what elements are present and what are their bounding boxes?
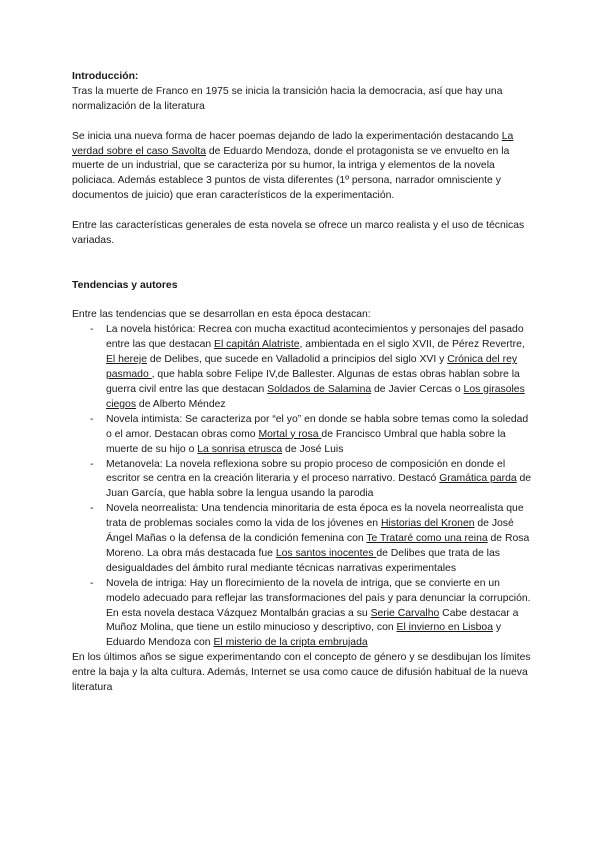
book-title: Gramática parda [439,473,517,485]
list-item-historical: - La novela histórica: Recrea con mucha exactitud acontecimientos y personajes del pasado entre las que destacan El capitán Alatriste, ambientada en el siglo XVII, de Pérez Revertre, El hereje de Delibes, que sucede en Valladolid a principios del siglo XVI y Crónica del rey pasmado , que habla sobre Felipe IV,de Ballester. Algunas de estas obras hablan sobre la guerra civil entre las que destacan Soldados de Salamina de Javier Cercas o Los girasoles ciegos de Alberto Méndez [106,323,534,412]
book-title: La verdad sobre el caso Savolta [72,130,514,157]
intro-paragraph-3: Entre las características generales de esta novela se ofrece un marco realista y el uso de técnicas variadas. [72,220,525,246]
list-item-intimist: - Novela intimista: Se caracteriza por “el yo” en donde se habla sobre temas como la soledad o el amor. Destacan obras como Mortal y rosa de Francisco Umbral que habla sobre la muerte de su hijo o La sonrisa etrusca de José Luis [106,413,534,458]
book-title: Te Trataré como una reina [366,533,488,545]
list-item-intrigue: - Novela de intriga: Hay un florecimiento de la novela de intriga, que se convierte en un modelo adecuado para reflejar las transformaciones del país y para denunciar la corrupción. En esta novela destaca Vázquez Montalbán gracias a su Serie Carvalho Cabe destacar a Muñoz Molina, que tiene un estilo minucioso y descriptivo, con El invierno en Lisboa y Eduardo Mendoza con El misterio de la cripta embrujada [106,577,534,652]
trends-lead: Entre las tendencias que se desarrollan en esta época destacan: [72,309,371,321]
trends-heading: Tendencias y autores [72,279,178,291]
book-title: Soldados de Salamina [267,383,372,395]
book-title: Historias del Kronen [380,518,475,530]
intro-paragraph-1: Tras la muerte de Franco en 1975 se inicia la transición hacia la democracia, así que hay una normalización de la literatura [72,85,503,112]
book-title: Los santos inocentes [275,547,377,559]
book-title: Los girasoles ciegos [106,383,525,410]
list-item-metanovel: - Metanovela: La novela reflexiona sobre su propio proceso de composición en donde el escritor se centra en la creación literaria y el proceso narrativo. Destacó Gramática parda de Juan García, que habla sobre la lengua usando la parodia [106,458,534,503]
book-title: Mortal y rosa [258,428,322,440]
book-title: El misterio de la cripta embrujada [213,637,368,649]
closing-paragraph: En los últimos años se sigue experimentando con el concepto de género y se desdibujan los límites entre la baja y la alta cultura. Además, Internet se usa como cauce de difusión habitual de la nueva literatura [72,652,531,694]
book-title: El capitán Alatriste [214,339,300,351]
intro-paragraph-2: Se inicia una nueva forma de hacer poemas dejando de lado la experimentación destacando La verdad sobre el caso Savolta de Eduardo Mendoza, donde el protagonista se ve envuelto en la muerte de un industrial, que se caracteriza por su humor, la intriga y elementos de la novela policiaca. Además establece 3 puntos de vista diferentes (1º persona, narrador omnisciente y documentos de juicio) que eran característicos de la experimentación. [72,130,514,202]
trends-list [72,323,534,651]
intro-heading: Introducción: [72,71,139,82]
book-title: La sonrisa etrusca [197,443,283,455]
book-title: Crónica del rey pasmado [106,354,518,381]
document-body [72,70,534,696]
list-item-neorealist: - Novela neorrealista: Una tendencia minoritaria de esta época es la novela neorrealista que trata de problemas sociales como la vida de los jóvenes en Historias del Kronen de José Ángel Mañas o la defensa de la condición femenina con Te Trataré como una reina de Rosa Moreno. La obra más destacada fue Los santos inocentes de Delibes que trata de las desigualdades del ámbito rural mediante técnicas narrativas experimentales [106,502,534,577]
book-title: El invierno en Lisboa [396,622,493,634]
book-title: El hereje [106,354,148,366]
book-title: Serie Carvalho [370,607,440,619]
